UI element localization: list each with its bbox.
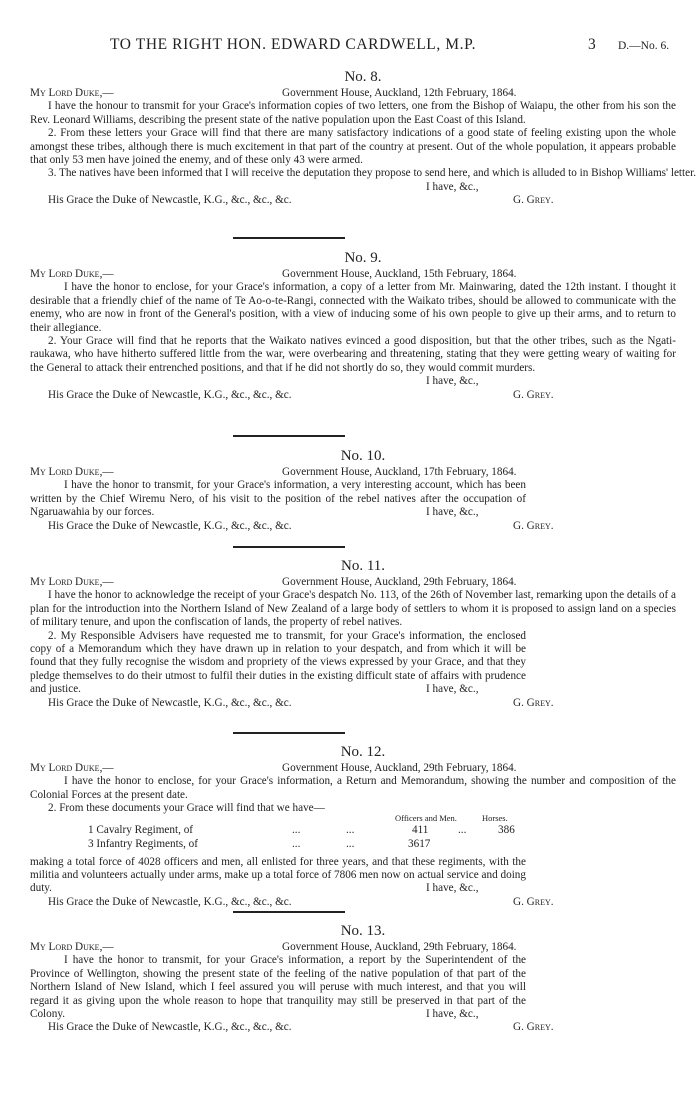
forces-table [30,812,676,856]
dateline: Government House, Auckland, 29th February, 1864. [282,576,517,588]
salutation: My Lord Duke,— [30,576,114,588]
letter-number: No. 10. [340,448,386,464]
closing: I have, &c., [426,180,479,193]
document-reference: D.—No. 6. [618,40,670,52]
signature: G. Grey. [513,1021,554,1034]
section-divider [233,546,345,548]
leader-dots: ... [458,823,467,836]
signature: G. Grey. [513,388,554,401]
addressee: His Grace the Duke of Newcastle, K.G., &c., &c., &c. [48,194,292,207]
leader-dots: ... [292,837,301,850]
addressee: His Grace the Duke of Newcastle, K.G., &c., &c., &c. [48,388,292,401]
signature: G. Grey. [513,696,554,709]
paragraph: 2. My Responsible Advisers have requested me to transmit, for your Grace's information, the enclosed copy of a Memorandum which they have drawn up in relation to your despatch, and from which it will be found that they fully recognise the wisdom and propriety of the views expressed by your Grace, and that they pledge themselves to do their utmost to fulfil their duties in the existing difficult state of affairs with prudence and justice. [30,629,526,696]
addressee: His Grace the Duke of Newcastle, K.G., &c., &c., &c. [48,519,292,532]
letter-no-8 [30,68,696,208]
paragraph: 2. Your Grace will find that he reports that the Waikato natives evinced a good disposition, but that the other tribes, such as the Ngati-raukawa, who have hitherto suffered little from the war, were overbearing and threatening, stating that they were getting weary of waiting for the General to attack their entrenched positions, and that if he did not shortly do so, they would commit murders. [30,335,676,374]
letter-number: No. 8. [344,69,382,85]
addressee: His Grace the Duke of Newcastle, K.G., &c., &c., &c. [48,895,292,908]
addressee: His Grace the Duke of Newcastle, K.G., &c., &c., &c. [48,696,292,709]
section-divider [233,732,345,734]
salutation: My Lord Duke,— [30,466,114,478]
signature: G. Grey. [513,194,554,207]
section-divider [233,911,345,913]
dateline: Government House, Auckland, 12th February, 1864. [282,87,517,99]
letter-no-9 [30,249,676,402]
table-cell-horses: 386 [498,823,515,836]
table-cell-men: 411 [412,823,429,836]
salutation: My Lord Duke,— [30,87,114,99]
letter-number: No. 13. [340,923,386,939]
closing: I have, &c., [426,683,479,696]
running-title: TO THE RIGHT HON. EDWARD CARDWELL, M.P. [110,36,477,53]
letter-number: No. 9. [344,250,382,266]
dateline: Government House, Auckland, 17th February, 1864. [282,466,517,478]
leader-dots: ... [346,837,355,850]
table-row-label: 3 Infantry Regiments, of [88,837,198,850]
paragraph: I have the honour to transmit for your Grace's information copies of two letters, one from the Bishop of Waiapu, the other from his son the Rev. Leonard Williams, describing the present state of the native population upon the East Coast of this Island. [30,100,676,126]
signature: G. Grey. [513,895,554,908]
salutation: My Lord Duke,— [30,268,114,280]
dateline: Government House, Auckland, 15th February, 1864. [282,268,517,280]
dateline: Government House, Auckland, 29th February, 1864. [282,941,517,953]
paragraph-line: 3. The natives have been informed that I will receive the deputation they propose to send here, and which is alluded to in Bishop Williams' letter. [48,167,696,180]
salutation: My Lord Duke,— [30,941,114,953]
column-header-officers: Officers and Men. [395,812,457,823]
letter-number: No. 12. [340,744,386,760]
letter-no-12 [30,743,676,909]
paragraph: I have the honor to enclose, for your Grace's information, a Return and Memorandum, showing the number and composition of the Colonial Forces at the present date. [30,775,676,801]
section-divider [233,435,345,437]
letter-no-13 [30,922,676,1035]
paragraph: I have the honor to enclose, for your Grace's information, a copy of a letter from Mr. Mainwaring, dated the 12th instant. I thought it desirable that a friendly chief of the name of Te Ao-o-te-Rangi, connected with the Waikato tribes, should be allowed to communicate with the enemy, who are now in front of the General's position, with a view of inducing some of his own people to give up their arms, and to return to their allegiance. [30,281,676,334]
column-header-horses: Horses. [482,812,508,823]
paragraph: 2. From these documents your Grace will find that we have— [48,802,325,815]
paragraph: I have the honor to acknowledge the receipt of your Grace's despatch No. 113, of the 26th of November last, remarking upon the details of a plan for the introduction into the Northern Island of New Zealand of a large body of settlers to whom it is proposed to assign land on a species of military tenure, and upon the confiscation of lands, the property of rebel natives. [30,589,676,629]
signature: G. Grey. [513,519,554,532]
paragraph: I have the honor to transmit, for your Grace's information, a very interesting account, which has been written by the Chief Wiremu Nero, of his visit to the position of the rebel natives after the occupation of Ngaruawahia by our forces. [30,479,526,519]
paragraph: I have the honor to transmit, for your Grace's information, a report by the Superintendent of the Province of Wellington, showing the present state of the feeling of the native population of that part of the Northern Island of New Island, which I feel assured you will peruse with much interest, and that you will regard it as giving upon the whole reason to hope that tranquility may still be preserved in that part of the Colony. [30,954,526,1021]
salutation: My Lord Duke,— [30,762,114,774]
table-cell-men: 3617 [408,837,431,850]
section-divider [233,237,345,239]
closing: I have, &c., [426,882,479,895]
paragraph: 2. From these letters your Grace will find that there are many satisfactory indications of a good state of feeling existing upon the whole amongst these tribes, although there is much excitement in that part of the country at present. Out of the whole population, it appears probable that only 53 men have joined the enemy, and of these only 43 were armed. [30,127,676,167]
closing: I have, &c., [426,506,479,519]
table-row-label: 1 Cavalry Regiment, of [88,823,194,836]
addressee: His Grace the Duke of Newcastle, K.G., &c., &c., &c. [48,1021,292,1034]
closing: I have, &c., [426,1008,479,1021]
paragraph: making a total force of 4028 officers and men, all enlisted for three years, and that these regiments, with the militia and volunteers actually under arms, make up a total force of 7806 men now on actual service and doing duty. [30,855,526,895]
letter-number: No. 11. [340,558,386,574]
closing: I have, &c., [426,375,479,388]
page-header [0,38,700,58]
letter-no-10 [30,447,676,533]
dateline: Government House, Auckland, 29th February, 1864. [282,762,517,774]
letter-no-11 [30,557,676,710]
leader-dots: ... [292,823,301,836]
leader-dots: ... [346,823,355,836]
page-number: 3 [588,36,596,53]
